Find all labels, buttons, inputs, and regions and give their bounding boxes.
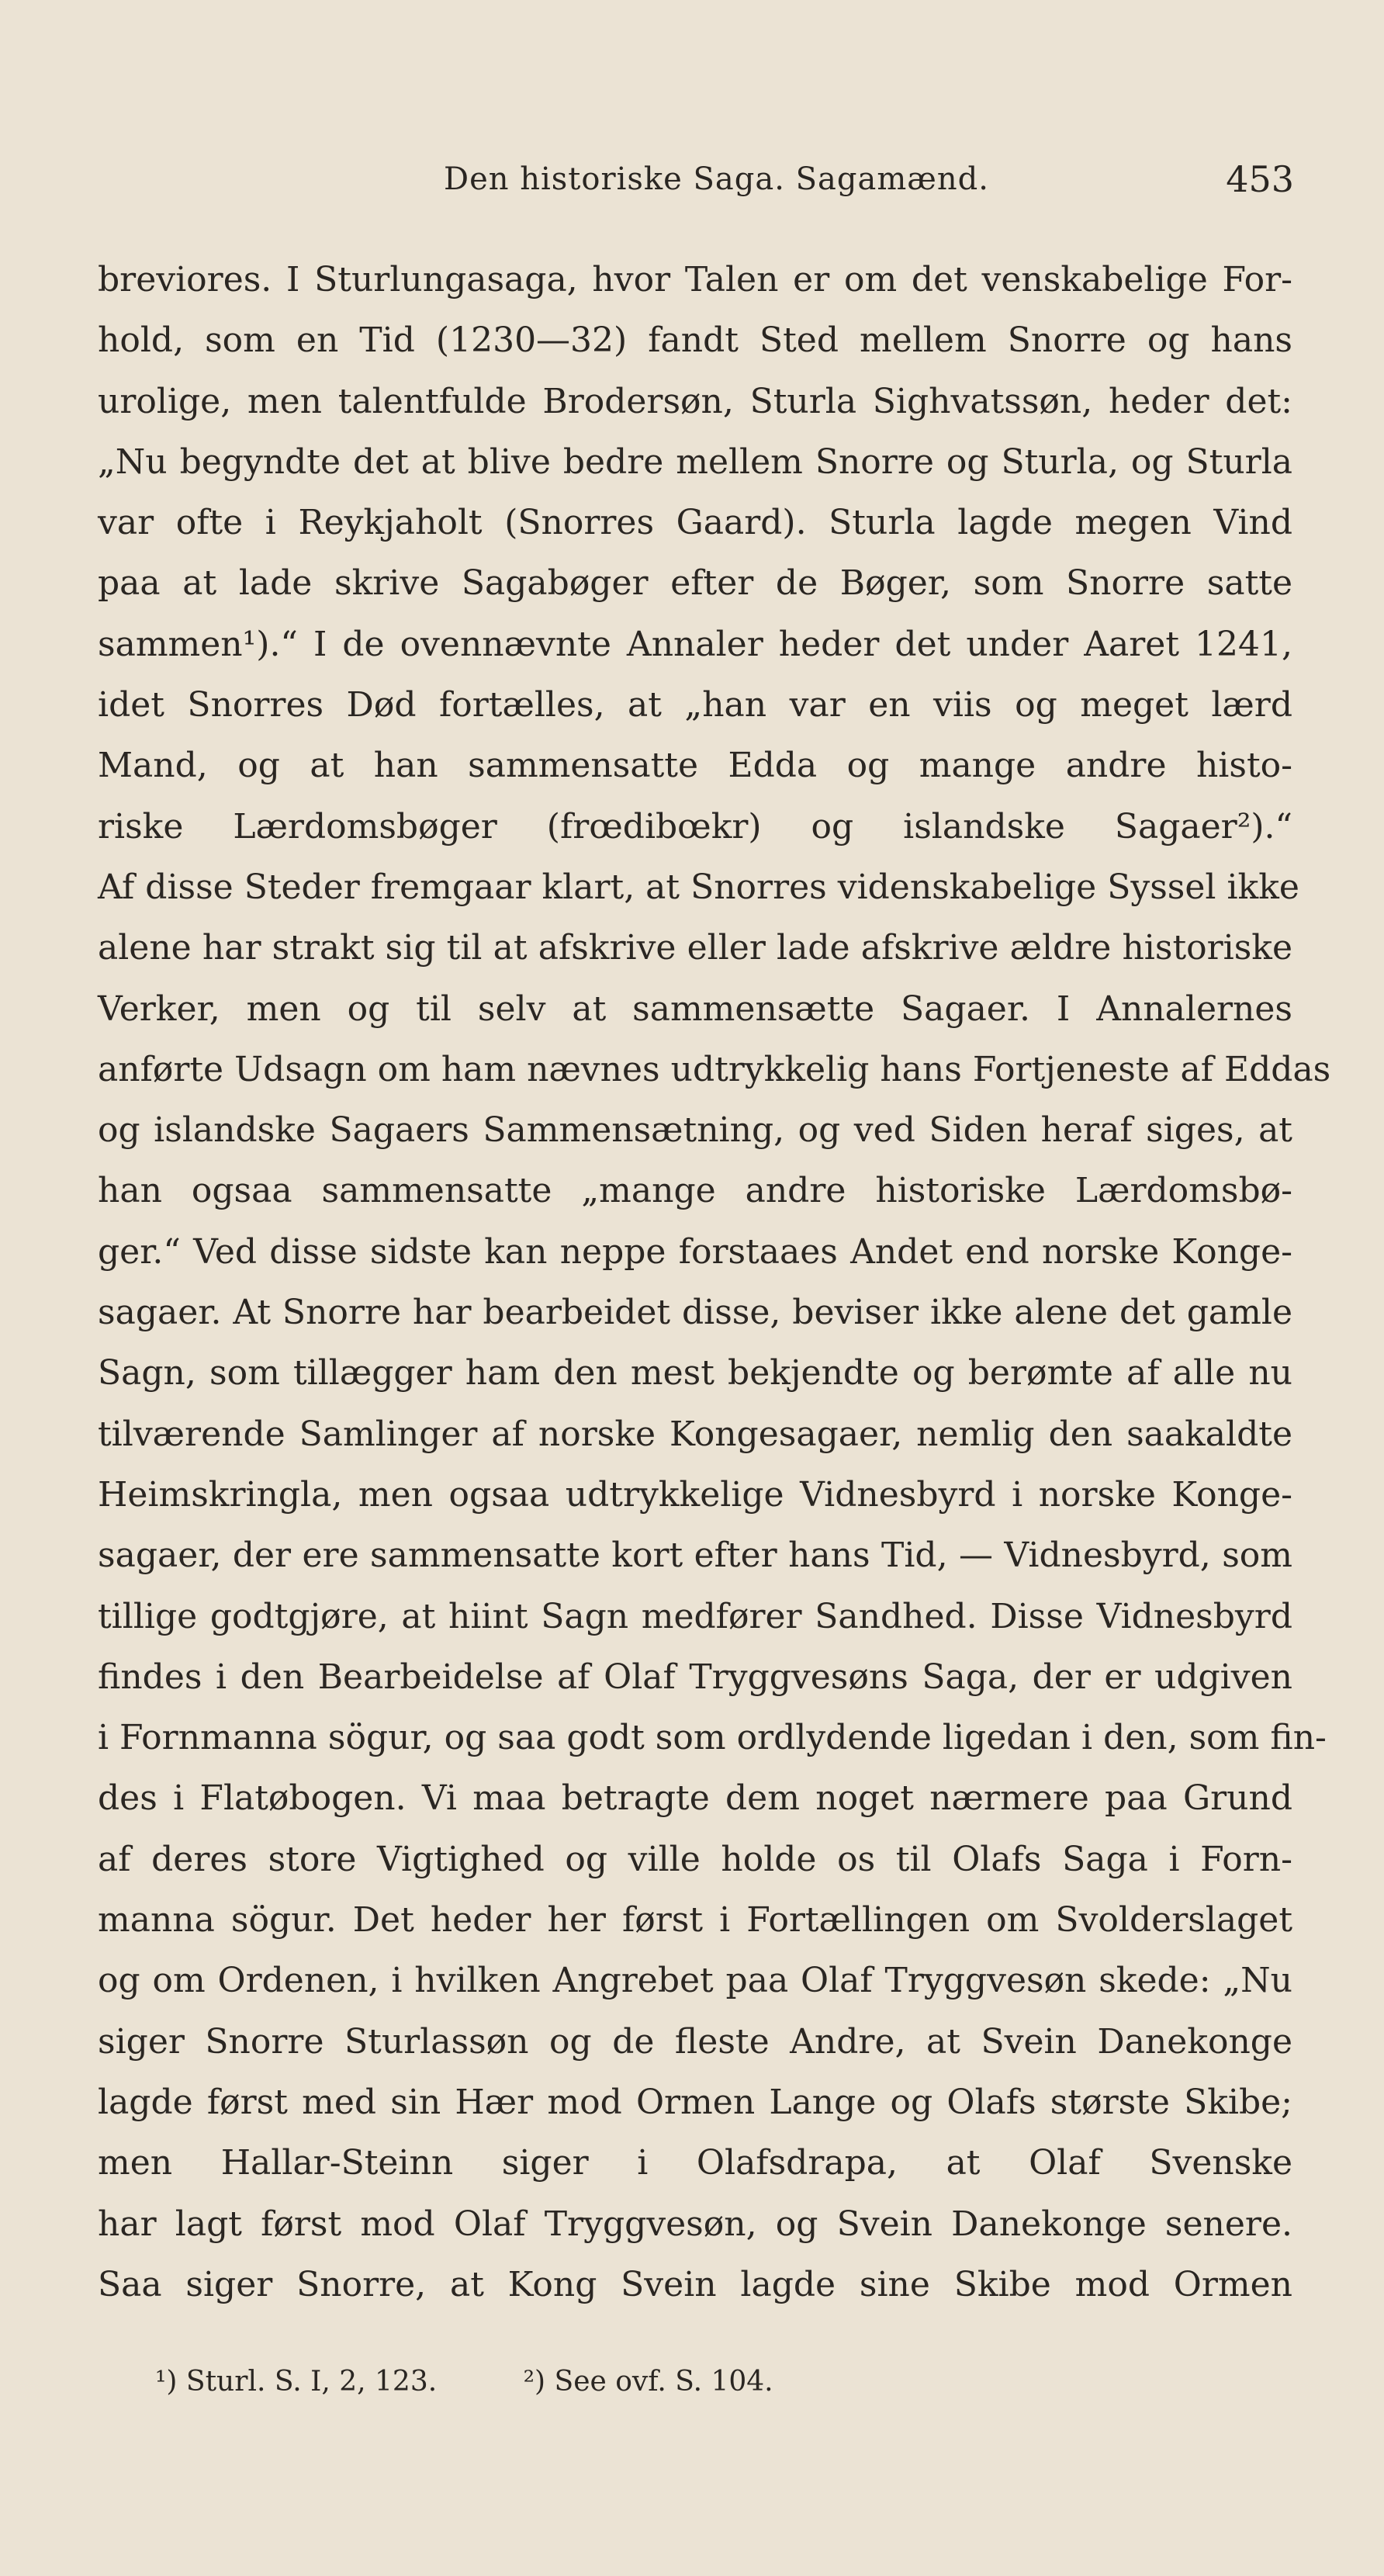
text-line: ger.“ Ved disse sidste kan neppe forstaaes Andet end norske Konge-: [98, 1231, 1292, 1272]
text-line: Saa siger Snorre, at Kong Svein lagde sine Skibe mod Ormen: [98, 2264, 1292, 2304]
text-line: og om Ordenen, i hvilken Angrebet paa Olaf Tryggvesøn skede: „Nu: [98, 1961, 1292, 2001]
text-line: des i Flatøbogen. Vi maa betragte dem noget nærmere paa Grund: [98, 1778, 1292, 1819]
text-line: breviores. I Sturlungasaga, hvor Talen er om det venskabelige For-: [98, 260, 1292, 299]
text-line: „Nu begyndte det at blive bedre mellem Snorre og Sturla, og Sturla: [98, 441, 1292, 482]
text-line: i Fornmanna sögur, og saa godt som ordlydende ligedan i den, som fin-: [98, 1718, 1327, 1758]
text-line: men Hallar-Steinn siger i Olafsdrapa, at Olaf Svenske: [98, 2143, 1292, 2183]
text-line: alene har strakt sig til at afskrive eller lade afskrive ældre historiske: [98, 928, 1292, 968]
text-line: sagaer, der ere sammensatte kort efter hans Tid, — Vidnesbyrd, som: [98, 1536, 1292, 1576]
text-line: findes i den Bearbeidelse af Olaf Tryggvesøns Saga, der er udgiven: [98, 1657, 1292, 1697]
text-line: og islandske Sagaers Sammensætning, og ved Siden heraf siges, at: [98, 1110, 1292, 1151]
text-line: Sagn, som tillægger ham den mest bekjendte og berømte af alle nu: [98, 1353, 1292, 1394]
text-line: sammen¹).“ I de ovennævnte Annaler heder det under Aaret 1241,: [98, 624, 1292, 664]
text-line: siger Snorre Sturlassøn og de fleste Andre, at Svein Danekonge: [98, 2021, 1292, 2062]
page-number: 453: [1226, 158, 1294, 200]
text-line: var ofte i Reykjaholt (Snorres Gaard). Sturla lagde megen Vind: [98, 503, 1292, 543]
text-line: riske Lærdomsbøger (frœdibœkr) og islandske Sagaer²).“: [98, 806, 1292, 847]
text-line: urolige, men talentfulde Brodersøn, Sturla Sighvatssøn, heder det:: [98, 381, 1292, 421]
text-line: hold, som en Tid (1230—32) fandt Sted mellem Snorre og hans: [98, 320, 1292, 361]
text-line: af deres store Vigtighed og ville holde os til Olafs Saga i Forn-: [98, 1839, 1292, 1879]
text-line: idet Snorres Død fortælles, at „han var en viis og meget lærd: [98, 685, 1292, 725]
text-line: Mand, og at han sammensatte Edda og mange andre histo-: [98, 746, 1292, 786]
text-line: tilværende Samlinger af norske Kongesagaer, nemlig den saakaldte: [98, 1414, 1292, 1454]
text-line: han ogsaa sammensatte „mange andre historiske Lærdomsbø-: [98, 1171, 1292, 1211]
text-line: Verker, men og til selv at sammensætte Sagaer. I Annalernes: [98, 989, 1292, 1029]
text-line: Heimskringla, men ogsaa udtrykkelige Vidnesbyrd i norske Konge-: [98, 1474, 1292, 1515]
text-line: Af disse Steder fremgaar klart, at Snorres videnskabelige Syssel ikke: [98, 867, 1299, 907]
footnote-2: ²) See ovf. S. 104.: [523, 2366, 773, 2398]
running-head: [0, 152, 1384, 206]
text-line: manna sögur. Det heder her først i Fortællingen om Svolderslaget: [98, 1900, 1292, 1941]
running-title: Den historiske Saga. Sagamænd.: [444, 161, 989, 197]
text-line: har lagt først mod Olaf Tryggvesøn, og Svein Danekonge senere.: [98, 2204, 1292, 2244]
footnotes: [155, 2359, 1241, 2405]
footnote-1: ¹) Sturl. S. I, 2, 123.: [155, 2366, 438, 2398]
text-line: paa at lade skrive Sagabøger efter de Bøger, som Snorre satte: [98, 563, 1292, 604]
text-line: sagaer. At Snorre har bearbeidet disse, beviser ikke alene det gamle: [98, 1293, 1292, 1333]
text-line: tillige godtgjøre, at hiint Sagn medfører Sandhed. Disse Vidnesbyrd: [98, 1596, 1292, 1636]
body-text: [98, 250, 1331, 2315]
text-line: anførte Udsagn om ham nævnes udtrykkelig hans Fortjeneste af Eddas: [98, 1049, 1331, 1089]
text-line: lagde først med sin Hær mod Ormen Lange og Olafs største Skibe;: [98, 2082, 1292, 2122]
